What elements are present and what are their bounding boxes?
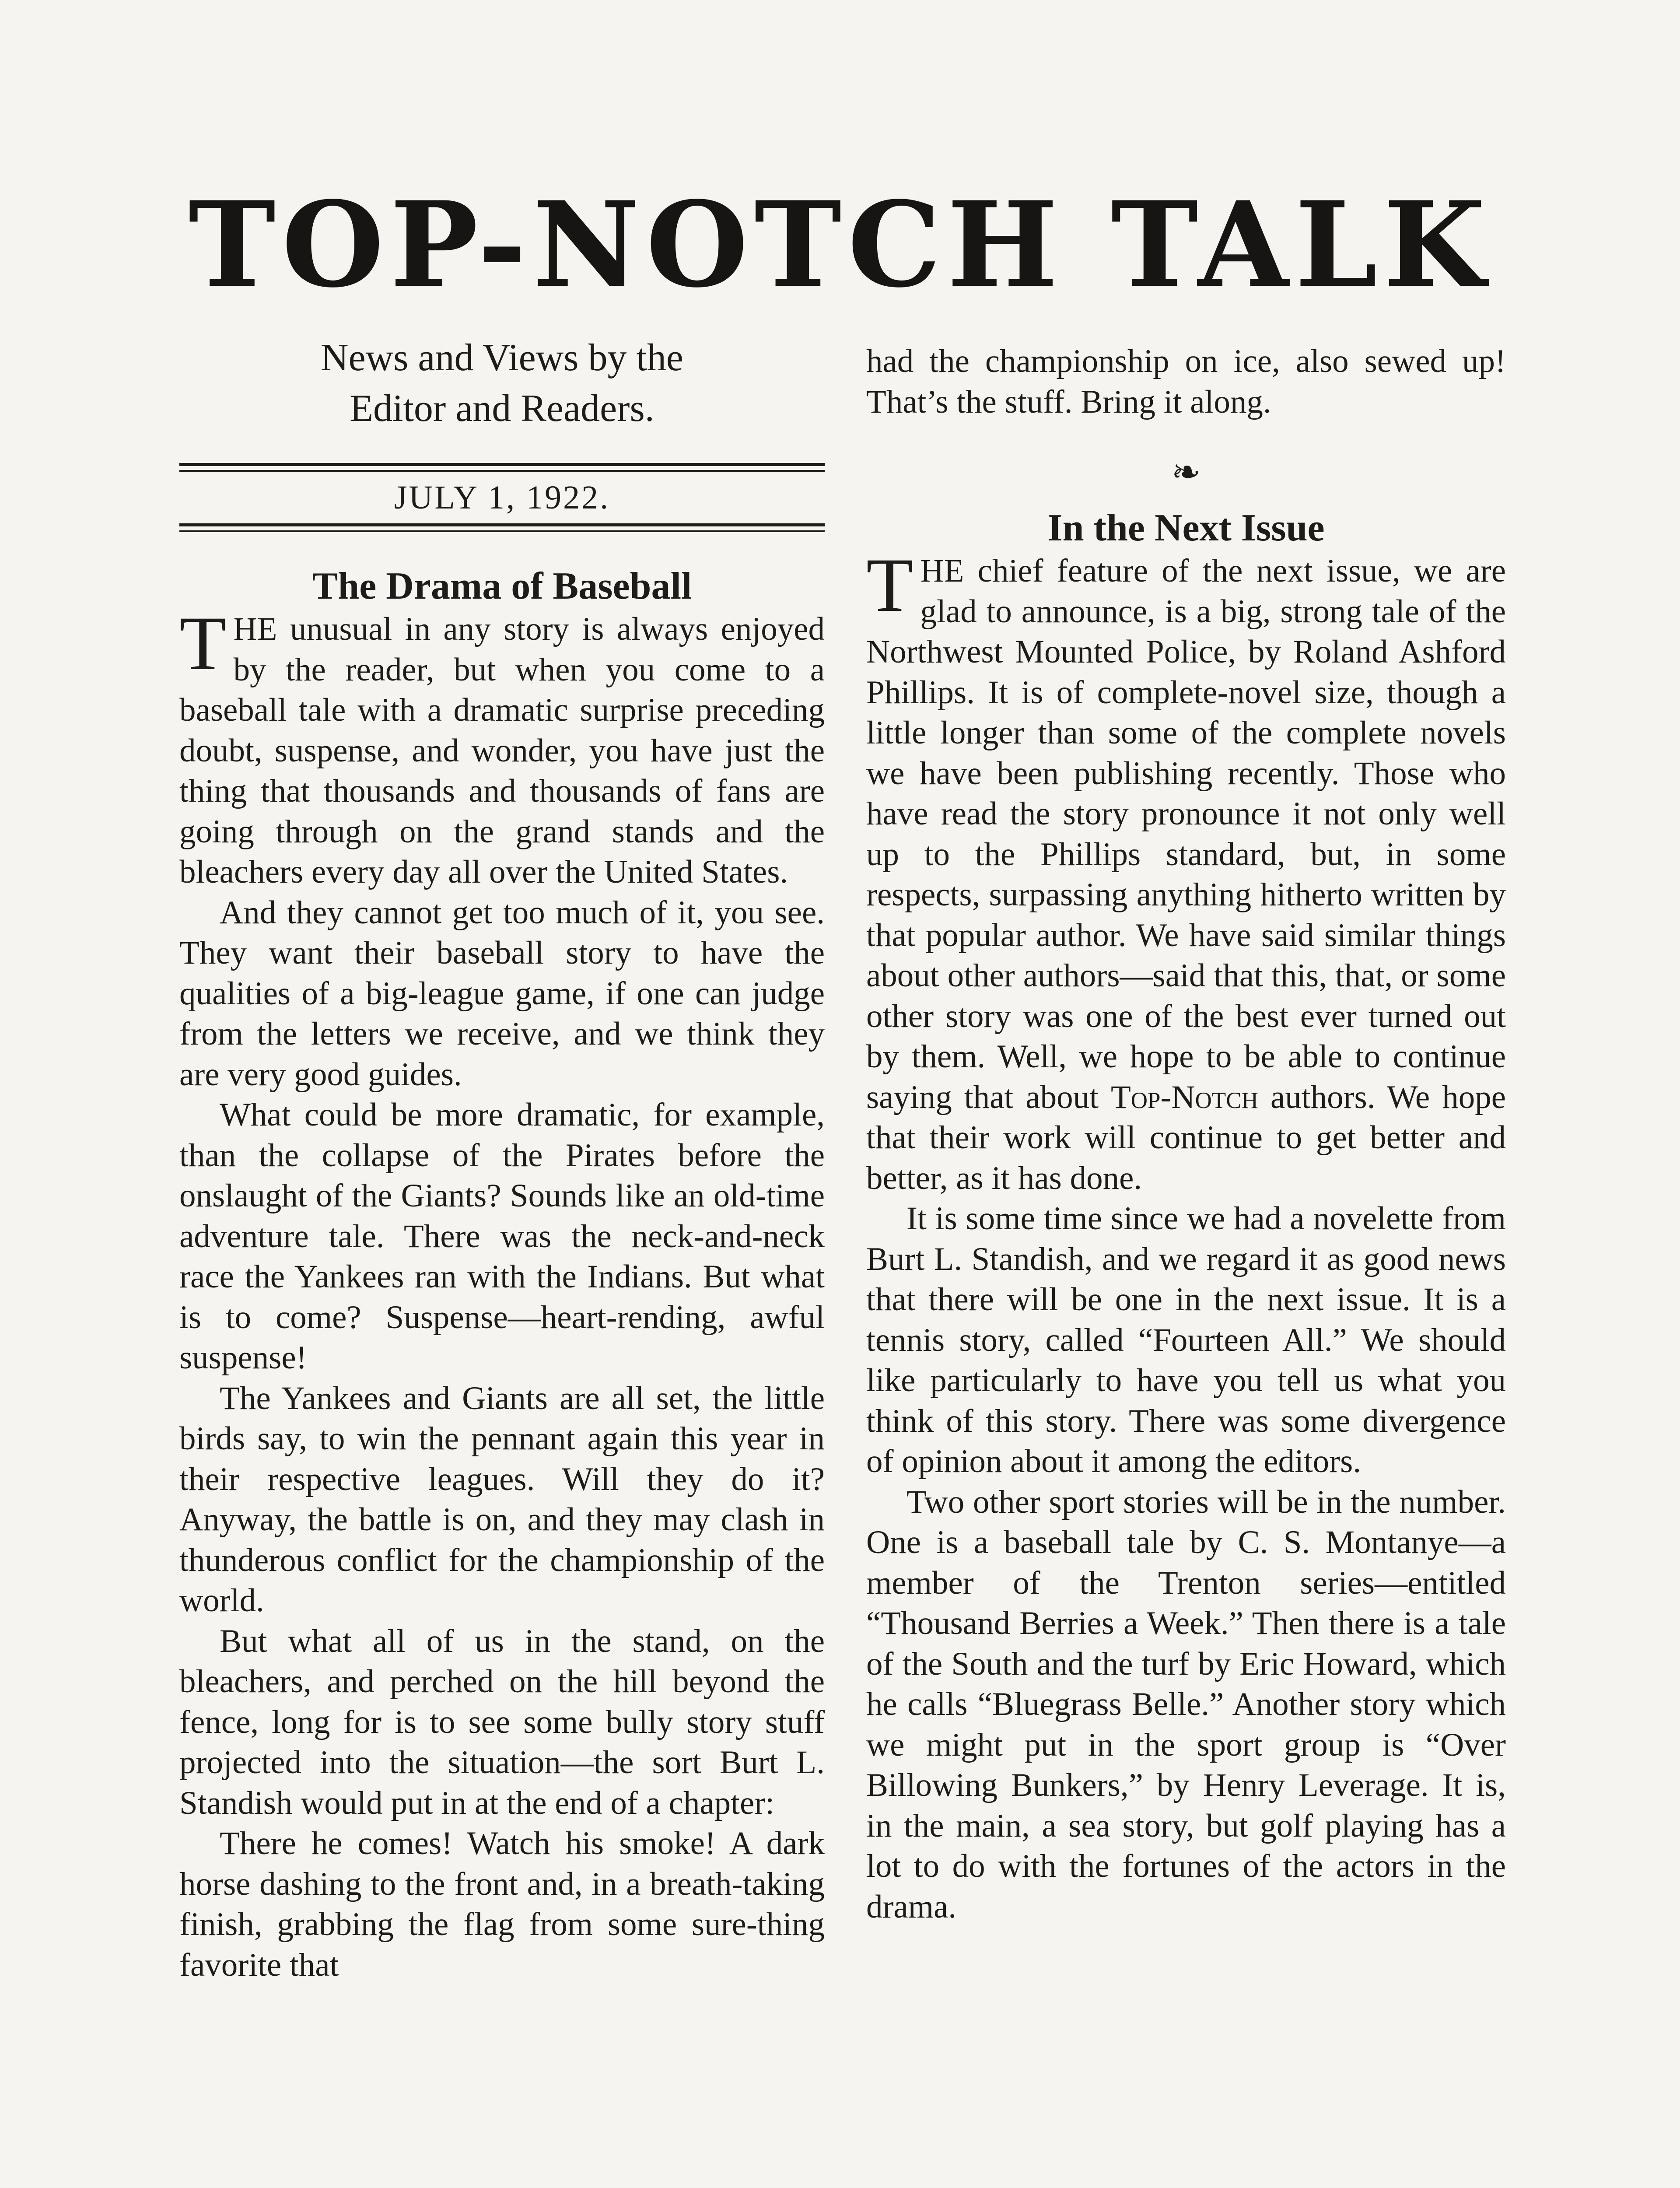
paragraph: What could be more dramatic, for example, than the collapse of the Pirates before the onslaught of the Giants? Sounds like an old-time adventure tale. There was the neck-and-neck race the Yankees ran with the Indians. But what is to come? Suspense—heart-rending, awful suspense! <box>179 1097 825 1376</box>
subhead <box>179 333 825 434</box>
masthead-title: TOP-NOTCH TALK <box>188 176 1492 314</box>
right-column <box>866 341 1506 1927</box>
paragraph: It is some time since we had a novelette from Burt L. Standish, and we regard it as good news that there will be one in the next issue. It is a tennis story, called “Fourteen All.” We should like particularly to have you tell us what you think of this story. There was some divergence of opinion about it among the editors. <box>866 1200 1506 1480</box>
subhead-line-2: Editor and Readers. <box>350 387 654 430</box>
paragraph: But what all of us in the stand, on the bleachers, and perched on the hill beyond the fence, long for is to see some bully story stuff projected into the situation—the sort Burt L. Standish would put in at the end of a chapter: <box>179 1623 825 1821</box>
dateline-block <box>179 463 825 532</box>
paragraph-text: authors. We hope that their work will continue to get better and better, as it has done. <box>866 1079 1506 1196</box>
paragraph: And they cannot get too much of it, you see. They want their baseball story to have the qualities of a big-league game, if one can judge from the letters we receive, and we think they are very good guides. <box>179 894 825 1093</box>
subhead-line-1: News and Views by the <box>321 337 683 379</box>
paragraph <box>866 543 1506 1199</box>
paragraph: The Yankees and Giants are all set, the little birds say, to win the pennant again this year in their respective leagues. Will they do it? Anyway, the battle is on, and they may clash in thunderous conflict for the championship of the world. <box>179 1380 825 1619</box>
drop-cap: T <box>866 543 914 628</box>
paragraph <box>179 601 825 893</box>
dateline: JULY 1, 1922. <box>394 479 610 516</box>
top-double-rule <box>179 463 825 472</box>
left-column <box>179 333 825 1985</box>
paragraph-text: HE chief feature of the next issue, we are glad to announce, is a big, strong tale of the Northwest Mounted Police, by Roland Ashford Phillips. It is of complete-novel size, though a little longer than some of the complete novels we have been publishing recently. Those who have read the story pronounce it not only well up to the Phillips standard, but, in some respects, surpassing anything hitherto written by that popular author. We have said similar things about other authors—said that this, that, or some other story was one of the best ever turned out by them. Well, we hope to be able to continue saying that about <box>866 553 1506 1115</box>
bottom-double-rule <box>179 523 825 532</box>
drop-cap: T <box>179 601 227 686</box>
magazine-name-small-caps: Top-Notch <box>1110 1079 1258 1115</box>
fleuron-ornament-icon: ❧ <box>1171 453 1201 492</box>
paragraph-text: HE unusual in any story is always enjoyed by the reader, but when you come to a baseball tale with a dramatic surprise preceding doubt, suspense, and wonder, you have just the thing that thousands and thousands of fans are going through on the grand stands and the bleachers every day all over the United States. <box>179 611 825 890</box>
section-title-next-issue: In the Next Issue <box>1047 507 1325 549</box>
paragraph: There he comes! Watch his smoke! A dark horse dashing to the front and, in a breath-taking finish, grabbing the flag from some sure-thing favorite that <box>179 1825 825 1983</box>
continued-paragraph: had the championship on ice, also sewed up! That’s the stuff. Bring it along. <box>866 343 1506 420</box>
section-title-drama-of-baseball: The Drama of Baseball <box>312 565 692 607</box>
paragraph: Two other sport stories will be in the number. One is a baseball tale by C. S. Montanye—a member of the Trenton series—entitled “Thousand Berries a Week.” Then there is a tale of the South and the turf by Eric Howard, which he calls “Bluegrass Belle.” Another story which we might put in the sport group is “Over Billowing Bunkers,” by Henry Leverage. It is, in the main, a sea story, but golf playing has a lot to do with the fortunes of the actors in the drama. <box>866 1483 1506 1925</box>
